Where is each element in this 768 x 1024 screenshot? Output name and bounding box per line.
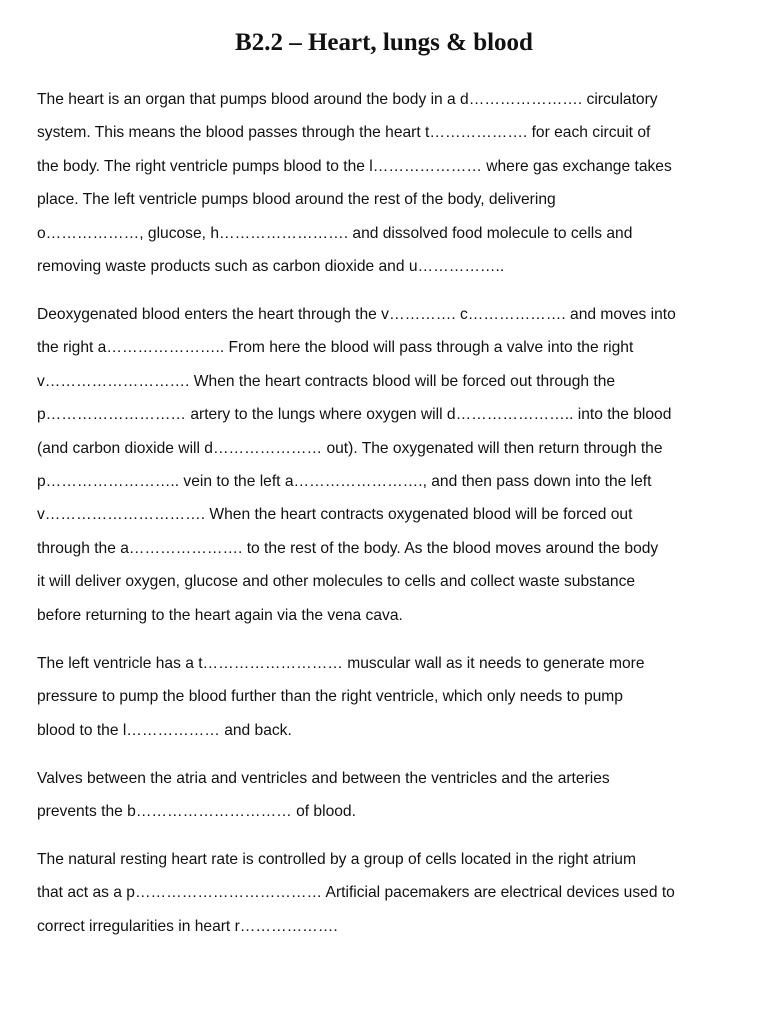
paragraph-2 [37,298,737,632]
paragraph-line: the body. The right ventricle pumps blood to the l………………… where gas exchange takes [37,157,672,175]
paragraph-line: The natural resting heart rate is controlled by a group of cells located in the right atrium [37,850,636,868]
paragraph-line: prevents the b………………………… of blood. [37,802,356,820]
paragraph-line: p……………………… artery to the lungs where oxygen will d………………….. into the blood [37,406,672,424]
paragraph-line: before returning to the heart again via the vena cava. [37,606,403,624]
paragraph-line: blood to the l……………… and back. [37,721,292,739]
page-title: B2.2 – Heart, lungs & blood [235,29,533,56]
paragraph-line: v…………………………. When the heart contracts oxygenated blood will be forced out [37,506,633,524]
paragraph-line: it will deliver oxygen, glucose and other molecules to cells and collect waste substance [37,573,636,591]
paragraph-line: The left ventricle has a t……………………… muscular wall as it needs to generate more [37,654,645,672]
paragraph-line: Valves between the atria and ventricles and between the ventricles and the arteries [37,769,610,787]
paragraph-5 [37,843,737,943]
paragraph-line: o………………, glucose, h……………………. and dissolved food molecule to cells and [37,224,633,242]
paragraph-line: the right a………………….. From here the blood will pass through a valve into the right [37,339,634,357]
worksheet-body [37,83,737,958]
paragraph-line: place. The left ventricle pumps blood around the rest of the body, delivering [37,191,556,209]
paragraph-line: (and carbon dioxide will d………………… out). The oxygenated will then return through the [37,439,663,457]
paragraph-line: The heart is an organ that pumps blood around the body in a d…………………. circulatory [37,91,658,108]
paragraph-line: correct irregularities in heart r………………. [37,917,338,935]
paragraph-line: v………………………. When the heart contracts blood will be forced out through the [37,372,616,390]
paragraph-line: p…………………….. vein to the left a……………………., and then pass down into the left [37,473,652,491]
paragraph-line: Deoxygenated blood enters the heart through the v…………. c………………. and moves into [37,306,676,324]
paragraph-line: system. This means the blood passes through the heart t………………. for each circuit of [37,124,651,142]
paragraph-line: that act as a p……………………………… Artificial pacemakers are electrical devices used to [37,884,675,902]
paragraph-1 [37,83,737,283]
paragraph-4 [37,762,737,829]
paragraph-line: through the a…………………. to the rest of the body. As the blood moves around the body [37,539,659,557]
paragraph-line: removing waste products such as carbon dioxide and u…………….. [37,258,505,276]
paragraph-3 [37,647,737,747]
paragraph-line: pressure to pump the blood further than the right ventricle, which only needs to pump [37,688,623,706]
